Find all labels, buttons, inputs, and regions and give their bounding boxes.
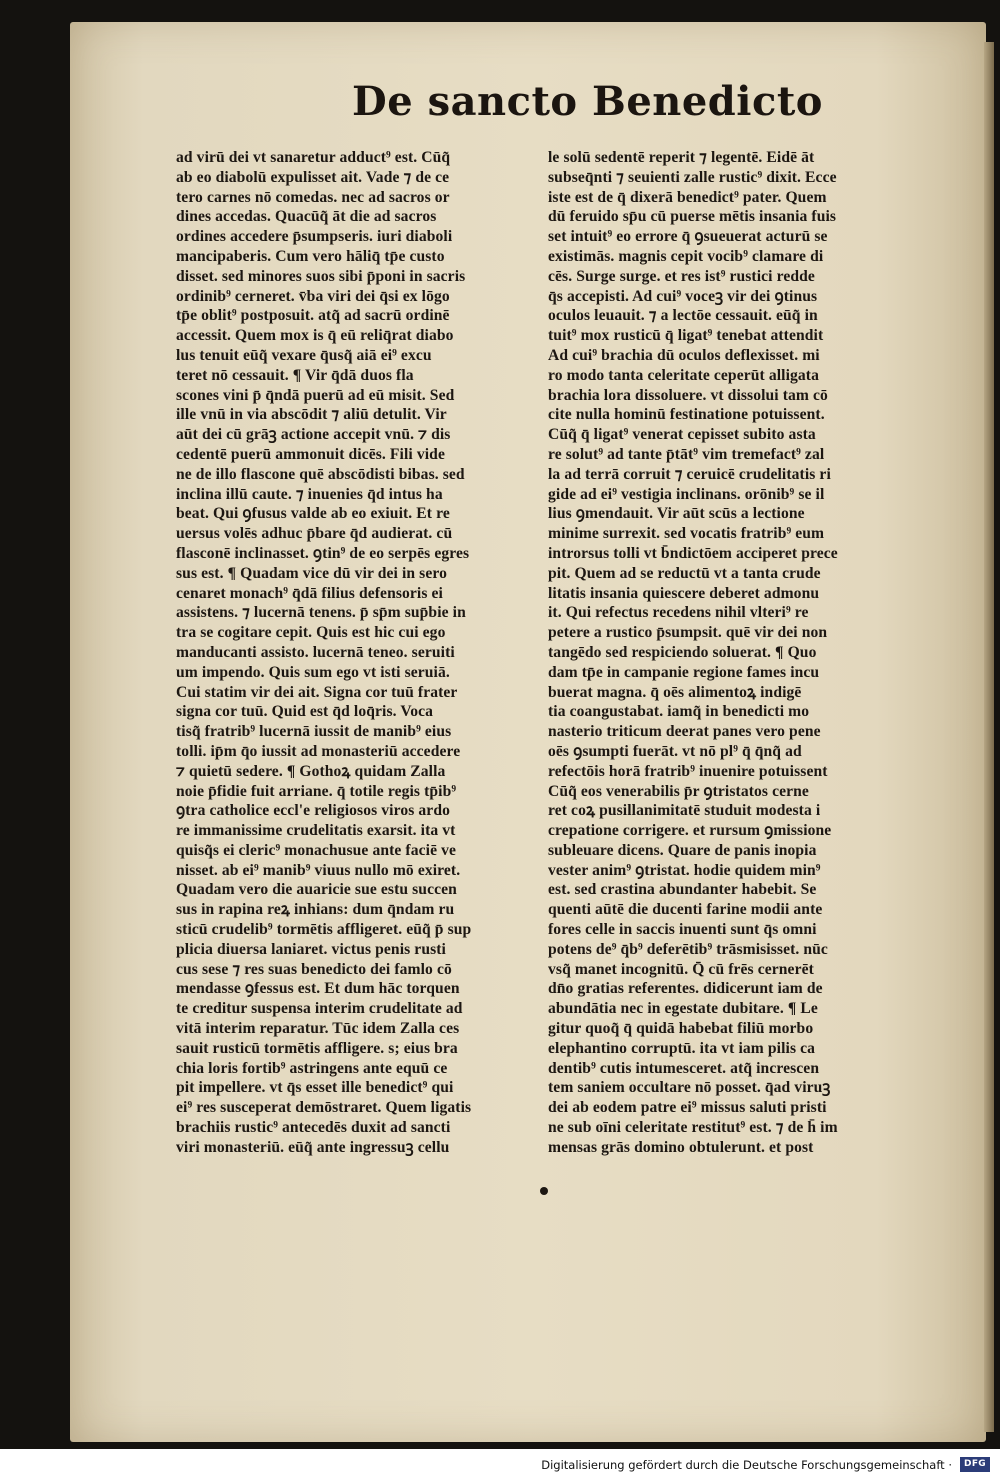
digitization-footer (0, 1449, 1000, 1481)
text-line: ad virū dei vt sanaretur adduct⁹ est. Cūq̃ (176, 149, 451, 166)
dfg-logo: DFG (960, 1457, 990, 1472)
text-line: ne sub oīni celeritate restitut⁹ est. ⁊ de h̄ im (548, 1119, 838, 1137)
text-line: tuit⁹ mox rusticū q̄ ligat⁹ tenebat attendit (548, 327, 824, 345)
text-line: pit. Quem ad se reductū vt a tanta crude (548, 564, 821, 582)
text-line: vester anim⁹ ꝯtristat. hodie quidem min⁹ (548, 861, 821, 879)
text-line: re solut⁹ ad tante p̄tāt⁹ vim tremefact⁹ zal (548, 445, 825, 463)
text-line: uersus volēs adhuc p̄bare q̄d audierat. cū (176, 525, 453, 543)
text-line: flasconē inclinasset. ꝯtin⁹ de eo serpēs egres (176, 544, 470, 562)
text-line: plicia diuersa laniaret. victus penis rusti (176, 940, 446, 958)
text-line: la ad terrā corruit ⁊ ceruicē crudelitatis ri (548, 465, 831, 483)
text-line: q̄s accepisti. Ad cui⁹ voceꝫ vir dei ꝯtinus (548, 287, 818, 305)
text-line: est. sed crastina abundanter habebit. Se (548, 881, 817, 899)
text-line: tangēdo sed respiciendo soluerat. ¶ Quo (548, 643, 817, 661)
text-line: introrsus tolli vt b̄ndictōem acciperet prece (548, 544, 838, 562)
page-edge (984, 42, 994, 1432)
text-line: abundātia nec in egestate dubitare. ¶ Le (548, 1000, 818, 1018)
text-line: ei⁹ res susceperat demōstraret. Quem ligatis (176, 1099, 472, 1117)
text-line: Ad cui⁹ brachia dū oculos deflexisset. mi (548, 346, 820, 364)
text-line: oēs ꝯsumpti fuerāt. vt nō pl⁹ q̄ q̄nq̃ ad (548, 742, 802, 760)
text-line: mancipaberis. Cum vero hāliq̄ tp̄e custo (176, 247, 445, 265)
text-line: dam tp̄e in campanie regione fames incu (548, 663, 820, 681)
text-line: sticū crudelib⁹ tormētis affligeret. eūq̃ p̄ sup (176, 921, 472, 939)
text-line: pit impellere. vt q̄s esset ille benedict⁹ qui (176, 1079, 454, 1097)
text-line: dentib⁹ cutis intumesceret. atq̃ increscen (548, 1059, 820, 1077)
text-line: Cūq̃ q̄ ligat⁹ venerat cepisset subito asta (548, 426, 816, 444)
footer-credit: Digitalisierung gefördert durch die Deutsche Forschungsgemeinschaft · (541, 1458, 952, 1472)
text-line: tero carnes nō comedas. nec ad sacros or (176, 188, 450, 206)
text-line: ordines accedere p̄sumpseris. iuri diaboli (176, 228, 453, 246)
text-line: lus tenuit eūq̃ vexare q̄usq̃ aiā ei⁹ excu (176, 346, 432, 364)
text-line: dū feruido sp̄u cū puerse mētis insania fuis (548, 208, 837, 226)
left-text-column (176, 148, 528, 1158)
text-line: tem saniem occultare nō posset. q̄ad viruꝫ (548, 1079, 831, 1097)
text-line: assistens. ⁊ lucernā tenens. p̄ sp̄m sup̄bie in (176, 604, 466, 622)
text-line: le solū sedentē reperit ⁊ legentē. Eidē āt (548, 149, 815, 166)
text-line: nisset. ab ei⁹ manib⁹ viuus nullo mō exiret. (176, 861, 461, 879)
text-line: refectōis horā fratrib⁹ inuenire potuissent (548, 762, 828, 780)
text-line: ille vnū in via abscōdit ⁊ aliū detulit. Vir (176, 406, 447, 424)
text-line: ro modo tanta celeritate ceperūt alligata (548, 366, 819, 384)
text-line: gitur quoq̃ q̄ quidā habebat filiū morbo (548, 1020, 814, 1038)
text-line: cēs. Surge surge. et res ist⁹ rustici redde (548, 267, 815, 285)
text-line: ret coꝝ pusillanimitatē studuit modesta i (548, 802, 821, 820)
text-line: cedentē puerū ammonuit dicēs. Fili vide (176, 445, 445, 463)
text-line: minime surrexit. sed vocatis fratrib⁹ eum (548, 525, 825, 543)
text-line: cite nulla hominū festinatione potuissent. (548, 406, 825, 424)
text-line: te creditur suspensa interim crudelitate ad (176, 1000, 463, 1018)
text-line: manducanti assisto. lucernā teneo. seruiti (176, 643, 455, 661)
text-line: crepatione corrigere. et rursum ꝯmissione (548, 822, 832, 840)
text-line: tra se cogitare cepit. Quis est hic cui ego (176, 624, 446, 642)
text-line: it. Qui refectus recedens nihil vlteri⁹ re (548, 604, 809, 622)
text-line: dines accedas. Quacūq̃ āt die ad sacros (176, 208, 437, 226)
text-line: ne de illo flascone quē abscōdisti bibas. sed (176, 465, 465, 483)
text-line: iste est de q̄ dixerā benedict⁹ pater. Quem (548, 188, 827, 206)
text-line: disset. sed minores suos sibi p̄poni in sacris (176, 267, 466, 285)
text-line: subseq̄nti ⁊ seuienti zalle rustic⁹ dixit. Ecce (548, 168, 837, 186)
text-line: scones vini p̄ q̄ndā puerū ad eū misit. Sed (176, 386, 455, 404)
text-line: vitā interim reparatur. Tūc idem Zalla ces (176, 1020, 460, 1038)
text-line: um impendo. Quis sum ego vt isti seruiā. (176, 663, 450, 681)
text-line: cus sese ⁊ res suas benedicto dei famlo cō (176, 960, 452, 978)
text-line: gide ad ei⁹ vestigia inclinans. orōnib⁹ se il (548, 485, 825, 503)
text-line: Cui statim vir dei ait. Signa cor tuū frater (176, 683, 458, 701)
text-line: tp̄e oblit⁹ postposuit. atq̃ ad sacrū ordinē (176, 307, 450, 325)
text-line: oculos leuauit. ⁊ a lectōe cessauit. eūq̃ in (548, 307, 818, 325)
text-line: noie p̄fidie fuit arriane. q̄ totile regis tp̄ib⁹ (176, 782, 457, 800)
text-line: nasterio triticum deerat panes vero pene (548, 723, 821, 741)
ink-dot-mark (540, 1187, 548, 1195)
text-line: beat. Qui ꝯfusus valde ab eo exiuit. Et re (176, 505, 450, 523)
text-line: ordinib⁹ cerneret. v̄ba viri dei q̄si ex lōgo (176, 287, 450, 305)
text-line: petere a rustico p̄sumpsit. quē vir dei non (548, 624, 828, 642)
text-line: tolli. ip̄m q̄o iussit ad monasteriū accedere (176, 742, 461, 760)
text-line: quenti aūtē die ducenti farine modii ante (548, 901, 823, 919)
text-line: cenaret monach⁹ q̄dā filius defensoris ei (176, 584, 443, 602)
right-text-column (548, 148, 912, 1158)
text-line: dn̄o gratias referentes. didicerunt iam de (548, 980, 823, 998)
text-line: subleuare dicens. Quare de panis inopia (548, 841, 817, 859)
text-line: aūt dei cū grāꝫ actione accepit vnū. ⁊ dis (176, 426, 451, 444)
text-line: elephantino corruptū. ita vt iam pilis ca (548, 1039, 816, 1057)
text-line: vsq̃ manet incognitū. Q̄ cū frēs cernerēt (548, 960, 814, 978)
text-line: brachiis rustic⁹ antecedēs duxit ad sancti (176, 1119, 451, 1137)
text-line: re immanissime crudelitatis exarsit. ita vt (176, 822, 456, 840)
text-line: buerat magna. q̄ oēs alimentoꝝ indigē (548, 683, 802, 701)
text-line: tia coangustabat. iamq̃ in benedicti mo (548, 703, 810, 721)
text-line: viri monasteriū. eūq̃ ante ingressuꝫ cellu (176, 1138, 450, 1156)
text-line: ⁊ quietū sedere. ¶ Gothoꝝ quidam Zalla (176, 762, 446, 780)
text-line: mendasse ꝯfessus est. Et dum hāc torquen (176, 980, 460, 998)
running-head: De sancto Benedicto (352, 78, 823, 125)
text-line: sus est. ¶ Quadam vice dū vir dei in sero (176, 564, 447, 582)
text-line: inclina illū caute. ⁊ inuenies q̄d intus ha (176, 485, 443, 503)
text-line: litatis insania quiescere deberet admonu (548, 584, 820, 602)
text-line: ꝯtra catholice eccl'e religiosos viros ardo (176, 802, 451, 820)
text-line: fores celle in saccis inuenti sunt q̄s omni (548, 921, 817, 939)
text-line: lius ꝯmendauit. Vir aūt scūs a lectione (548, 505, 805, 523)
text-line: accessit. Quem mox is q̄ eū reliq̄rat diabo (176, 327, 454, 345)
text-line: dei ab eodem patre ei⁹ missus saluti pristi (548, 1099, 827, 1117)
text-line: chia loris fortib⁹ astringens ante equū ce (176, 1059, 448, 1077)
text-line: sauit rusticū tormētis affligere. s; eius bra (176, 1039, 458, 1057)
text-line: potens de⁹ q̄b⁹ deferētib⁹ trāsmisisset. nūc (548, 940, 828, 958)
text-line: signa cor tuū. Quid est q̄d loq̄ris. Voca (176, 703, 434, 721)
text-line: brachia lora dissoluere. vt dissolui tam cō (548, 386, 828, 404)
text-line: quisq̃s ei cleric⁹ monachusue ante faciē ve (176, 841, 457, 859)
text-line: set intuit⁹ eo errore q̄ ꝯsueuerat acturū se (548, 228, 828, 246)
text-line: Quadam vero die auaricie sue estu succen (176, 881, 457, 899)
text-line: ab eo diabolū expulisset ait. Vade ⁊ de ce (176, 168, 450, 186)
text-line: existimās. magnis cepit vocib⁹ clamare di (548, 247, 824, 265)
text-line: tisq̃ fratrib⁹ lucernā iussit de manib⁹ eius (176, 723, 452, 741)
text-line: mensas grās domino obtulerunt. et post (548, 1138, 814, 1156)
text-line: Cūq̃ eos venerabilis p̄r ꝯtristatos cerne (548, 782, 809, 800)
text-line: sus in rapina reꝝ inhians: dum q̄ndam ru (176, 901, 455, 919)
text-line: teret nō cessauit. ¶ Vir q̄dā duos fla (176, 366, 414, 384)
